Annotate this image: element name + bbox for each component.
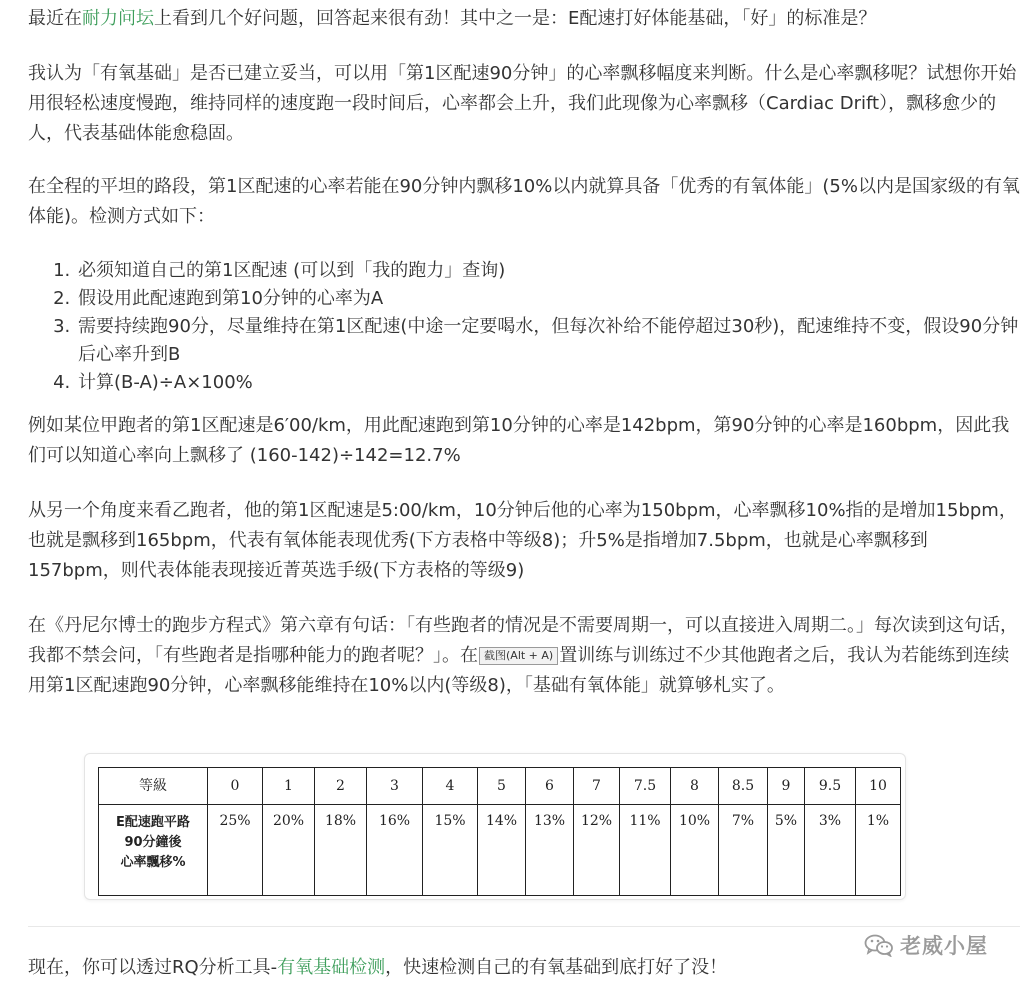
drift-cell: 12%	[574, 805, 620, 896]
example-b-paragraph: 从另一个角度来看乙跑者，他的第1区配速是5:00/km，10分钟后他的心率为150bpm，心率飘移10%指的是增加15bpm，也就是飘移到165bpm，代表有氧体能表现优秀(下方表格中等级8)；升5%是指增加7.5bpm，也就是心率飘移到157bpm，则代表体能表现接近菁英选手级(下方表格的等级9)	[28, 500, 1017, 581]
list-item: 1. 必须知道自己的第1区配速 (可以到「我的跑力」查询)	[76, 257, 1020, 285]
grade-header: 等級	[99, 768, 208, 805]
drift-cell: 15%	[423, 805, 478, 896]
watermark-text: 老威小屋	[900, 934, 988, 958]
table-row	[99, 768, 901, 805]
drift-cell: 16%	[367, 805, 423, 896]
grade-cell: 3	[367, 768, 423, 805]
grade-cell: 7.5	[620, 768, 671, 805]
drift-cell: 5%	[768, 805, 805, 896]
grade-cell: 1	[263, 768, 315, 805]
grade-cell: 7	[574, 768, 620, 805]
grade-cell: 5	[478, 768, 526, 805]
closing-paragraph: 现在，你可以透过RQ分析工具-有氧基础检测，快速检测自己的有氧基础到底打好了没！	[28, 957, 728, 978]
drift-cell: 13%	[526, 805, 574, 896]
aerobic-test-link[interactable]: 有氧基础检测	[277, 957, 386, 978]
table-row	[99, 805, 901, 896]
drift-cell: 20%	[263, 805, 315, 896]
divider	[28, 926, 1020, 927]
drift-cell: 25%	[208, 805, 263, 896]
daniels-quote-paragraph: 在《丹尼尔博士的跑步方程式》第六章有句话：「有些跑者的情况是不需要周期一，可以直接进入周期二。」每次读到这句话，我都不禁会问，「有些跑者是指哪种能力的跑者呢？」。在 截图(Alt + A) 置训练与训练过不少其他跑者之后，我认为若能练到连续用第1区配速跑90分钟，心率飘移能维持在10%以内(等级8)，「基础有氧体能」就算够札实了。	[28, 615, 1018, 696]
screenshot-tooltip: 截图(Alt + A)	[479, 647, 558, 665]
grade-cell: 0	[208, 768, 263, 805]
drift-cell: 3%	[805, 805, 856, 896]
grade-cell: 4	[423, 768, 478, 805]
drift-row-label: E配速跑平路 90分鐘後 心率飄移%	[99, 805, 208, 896]
grade-cell: 9.5	[805, 768, 856, 805]
list-item: 4. 计算(B-A)÷A×100%	[76, 369, 1020, 397]
drift-cell: 7%	[719, 805, 768, 896]
drift-cell: 10%	[671, 805, 719, 896]
drift-table-card	[84, 753, 906, 900]
drift-cell: 1%	[856, 805, 901, 896]
example-a-paragraph: 例如某位甲跑者的第1区配速是6′00/km，用此配速跑到第10分钟的心率是142bpm，第90分钟的心率是160bpm，因此我们可以知道心率向上飘移了 (160-142)÷142=12.7%	[28, 415, 1010, 466]
endurance-forum-link[interactable]: 耐力问坛	[82, 8, 154, 29]
cardiac-drift-paragraph: 我认为「有氧基础」是否已建立妥当，可以用「第1区配速90分钟」的心率飘移幅度来判断。什么是心率飘移呢？试想你开始用很轻松速度慢跑，维持同样的速度跑一段时间后，心率都会上升，我们此现像为心率飘移（Cardiac Drift），飘移愈少的人，代表基础体能愈稳固。	[28, 63, 1017, 144]
intro-paragraph: 最近在耐力问坛上看到几个好问题，回答起来很有劲！其中之一是：E配速打好体能基础，「好」的标准是？	[28, 8, 877, 29]
test-steps-list	[28, 257, 1020, 397]
grade-cell: 10	[856, 768, 901, 805]
grade-cell: 8	[671, 768, 719, 805]
list-item: 2. 假设用此配速跑到第10分钟的心率为A	[76, 285, 1020, 313]
grade-cell: 8.5	[719, 768, 768, 805]
grade-cell: 6	[526, 768, 574, 805]
drift-cell: 11%	[620, 805, 671, 896]
drift-grade-table	[98, 767, 901, 896]
criteria-paragraph: 在全程的平坦的路段，第1区配速的心率若能在90分钟内飘移10%以内就算具备「优秀的有氧体能」(5%以内是国家级的有氧体能)。检测方式如下：	[28, 176, 1020, 227]
list-item: 3. 需要持续跑90分，尽量维持在第1区配速(中途一定要喝水，但每次补给不能停超过30秒)，配速维持不变，假设90分钟后心率升到B	[76, 313, 1020, 369]
grade-cell: 9	[768, 768, 805, 805]
grade-cell: 2	[315, 768, 367, 805]
drift-cell: 18%	[315, 805, 367, 896]
drift-cell: 14%	[478, 805, 526, 896]
